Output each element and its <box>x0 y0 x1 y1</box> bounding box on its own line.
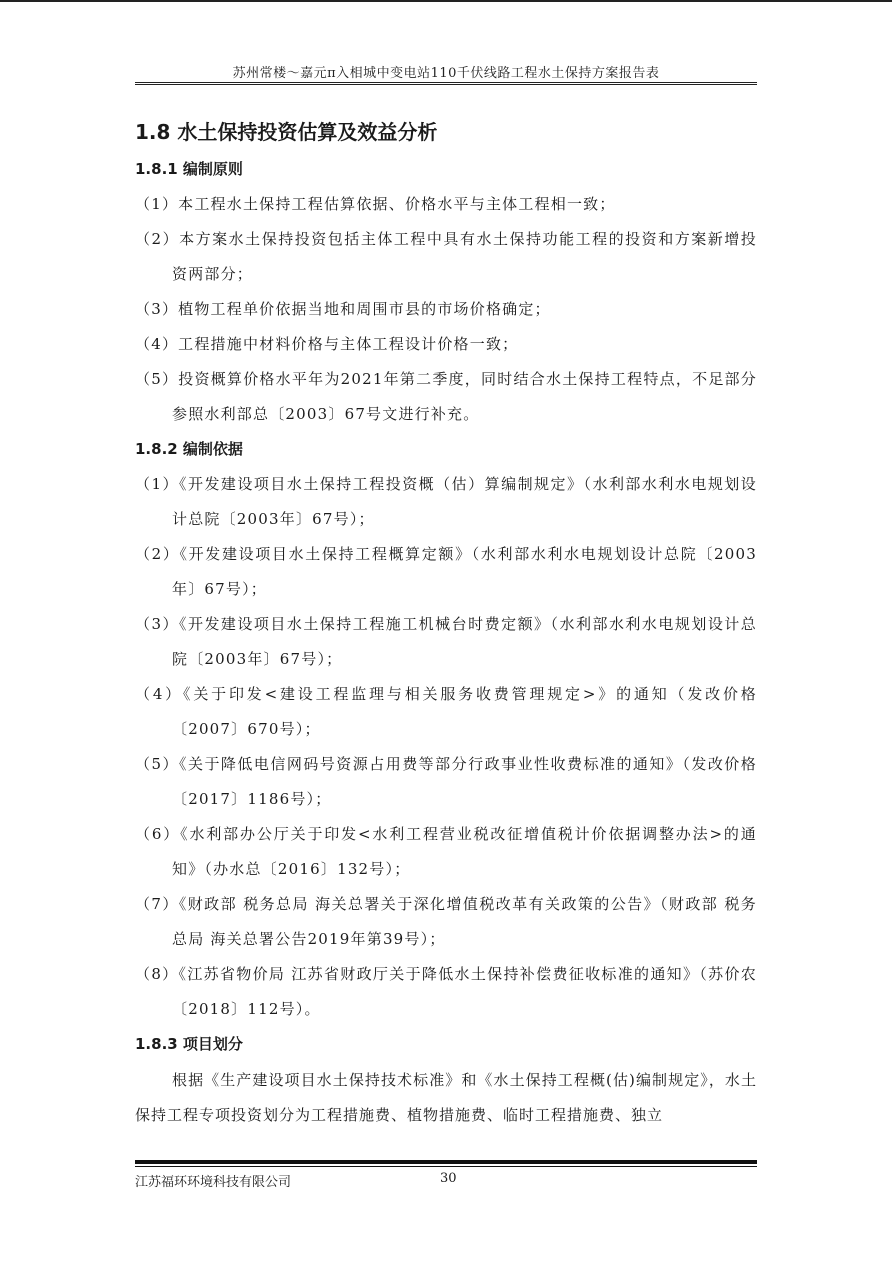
principle-item: （5）投资概算价格水平年为2021年第二季度，同时结合水土保持工程特点，不足部分参照水利部总〔2003〕67号文进行补充。 <box>135 370 757 423</box>
header-rule <box>135 82 757 85</box>
section-heading: 1.8 水土保持投资估算及效益分析 <box>135 120 438 144</box>
basis-item: （6）《水利部办公厅关于印发<水利工程营业税改征增值税计价依据调整办法>的通知》（办水总〔2016〕132号）； <box>135 825 757 878</box>
principle-item: （4）工程措施中材料价格与主体工程设计价格一致； <box>135 335 519 353</box>
subsection-heading-division: 1.8.3 项目划分 <box>135 1035 243 1053</box>
subsection-heading-principles: 1.8.1 编制原则 <box>135 160 243 178</box>
page-top-border <box>0 0 892 2</box>
page-body <box>135 112 757 1133</box>
footer-company: 江苏福环环境科技有限公司 <box>135 1175 292 1190</box>
basis-item: （3）《开发建设项目水土保持工程施工机械台时费定额》（水利部水利水电规划设计总院〔2003年〕67号）； <box>135 615 757 668</box>
division-paragraph: 根据《生产建设项目水土保持技术标准》和《水土保持工程概(估)编制规定》，水土保持工程专项投资划分为工程措施费、植物措施费、临时工程措施费、独立 <box>135 1071 757 1124</box>
running-header: 苏州常楼～嘉元π入相城中变电站110千伏线路工程水土保持方案报告表 <box>232 66 660 81</box>
basis-item: （8）《江苏省物价局 江苏省财政厅关于降低水土保持补偿费征收标准的通知》（苏价农〔2018〕112号）。 <box>135 965 757 1018</box>
principle-item: （2）本方案水土保持投资包括主体工程中具有水土保持功能工程的投资和方案新增投资两部分； <box>135 230 757 283</box>
footer-rule-thin <box>135 1166 757 1167</box>
footer-rule <box>135 1160 757 1164</box>
principle-item: （1）本工程水土保持工程估算依据、价格水平与主体工程相一致； <box>135 195 616 213</box>
basis-item: （2）《开发建设项目水土保持工程概算定额》（水利部水利水电规划设计总院〔2003年〕67号）； <box>135 545 757 598</box>
basis-item: （5）《关于降低电信网码号资源占用费等部分行政事业性收费标准的通知》（发改价格〔2017〕1186号）； <box>135 755 757 808</box>
principle-item: （3）植物工程单价依据当地和周围市县的市场价格确定； <box>135 300 551 318</box>
basis-item: （7）《财政部 税务总局 海关总署关于深化增值税改革有关政策的公告》（财政部 税务总局 海关总署公告2019年第39号）； <box>135 895 757 948</box>
subsection-heading-basis: 1.8.2 编制依据 <box>135 440 243 458</box>
basis-item: （1）《开发建设项目水土保持工程投资概（估）算编制规定》（水利部水利水电规划设计总院〔2003年〕67号）； <box>135 475 757 528</box>
page-number: 30 <box>440 1171 457 1186</box>
basis-item: （4）《关于印发<建设工程监理与相关服务收费管理规定>》的通知（发改价格〔2007〕670号）； <box>135 685 757 738</box>
